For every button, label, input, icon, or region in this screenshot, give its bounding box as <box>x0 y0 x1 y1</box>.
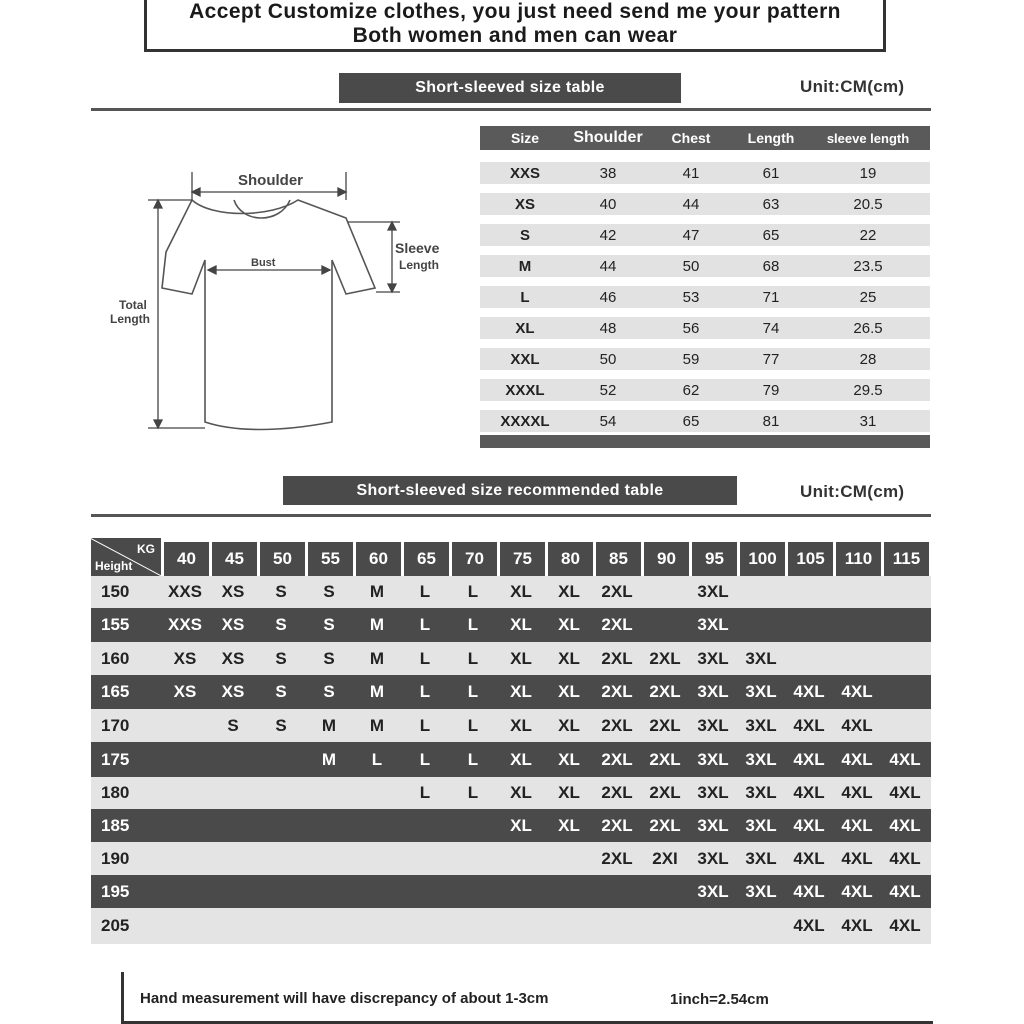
size-table-cell: XS <box>514 195 535 213</box>
size-recommendation-cell: 3XL <box>745 881 777 901</box>
size-recommendation-cell: XL <box>510 783 532 802</box>
size-table-body <box>480 162 930 432</box>
size-table-cell: 29.5 <box>853 381 883 399</box>
size-recommendation-cell: 3XL <box>745 715 777 735</box>
recommended-table-row <box>91 875 931 908</box>
size-recommendation-cell: 4XL <box>889 815 921 835</box>
recommended-table-banner: Short-sleeved size recommended table <box>283 476 737 505</box>
size-table-cell: 40 <box>599 195 617 213</box>
size-table-cell: 42 <box>599 226 617 244</box>
recommended-table-row <box>91 777 931 809</box>
size-recommendation-cell: M <box>369 715 385 735</box>
kg-header-cell: 70 <box>452 542 497 576</box>
size-recommendation-cell: XS <box>173 682 197 701</box>
shoulder-label: Shoulder <box>238 172 304 189</box>
size-recommendation-cell: L <box>467 749 479 769</box>
size-recommendation-cell: L <box>467 648 479 668</box>
size-table-cell: 28 <box>859 350 877 368</box>
size-recommendation-cell: 3XL <box>697 715 729 735</box>
sleeve-label: Sleeve <box>395 240 440 256</box>
size-recommendation-cell: XS <box>221 615 245 634</box>
size-recommendation-cell: XL <box>510 815 532 835</box>
size-recommendation-cell: S <box>275 615 287 634</box>
size-recommendation-cell: 3XL <box>697 615 729 634</box>
size-recommendation-cell: XL <box>510 682 532 701</box>
size-recommendation-cell: XL <box>558 749 580 769</box>
height-cell: 195 <box>101 881 130 901</box>
size-recommendation-cell: 2XL <box>601 582 633 601</box>
size-recommendation-cell: XS <box>221 582 245 601</box>
total-length-label: Length <box>110 312 150 326</box>
size-table-cell: 44 <box>682 195 700 213</box>
header-box <box>144 0 886 52</box>
size-table-cell: 59 <box>682 350 700 368</box>
size-table-cell: 79 <box>762 381 780 399</box>
size-unit-label: Unit:CM(cm) <box>800 77 905 96</box>
size-table-cell: 56 <box>682 319 700 337</box>
size-table-cell: 65 <box>682 412 700 430</box>
size-recommendation-cell: XL <box>558 815 580 835</box>
size-recommendation-cell: L <box>467 715 479 735</box>
size-table-cell: 48 <box>599 319 617 337</box>
size-recommendation-cell: L <box>419 682 431 701</box>
size-recommendation-cell: M <box>321 749 337 769</box>
header-corner <box>91 538 161 576</box>
kg-header-cell: 90 <box>644 542 689 576</box>
size-table-row <box>480 348 930 370</box>
height-cell: 190 <box>101 848 130 868</box>
size-recommendation-cell: 3XL <box>697 682 729 701</box>
size-recommendation-cell: 4XL <box>793 916 825 935</box>
size-header-chest: Chest <box>671 130 711 146</box>
size-recommendation-cell: 2XL <box>601 815 633 835</box>
height-cell: 175 <box>101 749 130 769</box>
size-recommendation-cell: 2XL <box>649 815 681 835</box>
recommended-table-row <box>91 675 931 709</box>
size-recommendation-cell: 4XL <box>793 881 825 901</box>
height-cell: 150 <box>101 582 130 601</box>
kg-header-cell: 80 <box>548 542 593 576</box>
size-table-cell: 41 <box>682 164 700 182</box>
size-table-banner: Short-sleeved size table <box>339 73 681 103</box>
size-recommendation-cell: M <box>369 648 385 668</box>
sleeve-length-label: Length <box>399 258 439 272</box>
size-recommendation-cell: 4XL <box>841 783 873 802</box>
size-recommendation-cell: 2XL <box>649 783 681 802</box>
size-recommendation-cell: 3XL <box>697 648 729 668</box>
size-recommendation-cell: 2XL <box>601 848 633 868</box>
size-recommendation-cell: 2XL <box>649 749 681 769</box>
size-table-cell: 52 <box>599 381 617 399</box>
size-recommendation-cell: 3XL <box>697 848 729 868</box>
size-recommendation-cell: L <box>419 648 431 668</box>
size-table-cell: 19 <box>859 164 877 182</box>
size-recommendation-cell: XL <box>558 783 580 802</box>
kg-header-cell: 75 <box>500 542 545 576</box>
size-recommendation-cell: 2XL <box>601 783 633 802</box>
size-recommendation-cell: 3XL <box>697 582 729 601</box>
size-recommendation-cell: XL <box>510 582 532 601</box>
header-line-2: Both women and men can wear <box>352 24 678 47</box>
size-recommendation-cell: L <box>467 615 479 634</box>
size-table-cell: 81 <box>762 412 780 430</box>
size-recommendation-cell: 3XL <box>745 783 777 802</box>
size-table-cell: 26.5 <box>853 319 883 337</box>
size-recommendation-cell: 4XL <box>841 682 873 701</box>
recommended-table-body <box>91 576 931 944</box>
size-table-cell: 63 <box>762 195 780 213</box>
size-header-sleeve-length: sleeve length <box>826 130 910 146</box>
size-recommendation-cell: 2XL <box>601 749 633 769</box>
size-header-shoulder: Shoulder <box>573 129 643 146</box>
size-recommendation-cell: 4XL <box>793 848 825 868</box>
size-recommendation-cell: 3XL <box>745 749 777 769</box>
size-recommendation-cell: 3XL <box>697 749 729 769</box>
kg-header-cell: 65 <box>404 542 449 576</box>
size-recommendation-cell: 4XL <box>889 783 921 802</box>
recommended-table-row <box>91 809 931 842</box>
tshirt-measurement-diagram <box>100 160 460 445</box>
size-recommendation-cell: M <box>321 715 337 735</box>
recommended-table-row <box>91 908 931 944</box>
size-table-row <box>480 162 930 184</box>
recommended-table-row <box>91 842 931 875</box>
size-recommendation-cell: 2XL <box>649 682 681 701</box>
size-table-cell: 22 <box>859 226 877 244</box>
size-table-footer-bar <box>480 435 930 448</box>
size-table-cell: 47 <box>682 226 700 244</box>
size-table-cell: 54 <box>599 412 617 430</box>
kg-header-cell: 115 <box>884 542 929 576</box>
size-recommendation-cell: XL <box>510 648 532 668</box>
size-recommendation-cell: S <box>275 648 287 668</box>
size-table <box>480 126 930 432</box>
size-recommendation-cell: 3XL <box>697 783 729 802</box>
size-recommendation-cell: L <box>419 783 431 802</box>
kg-header-cell: 55 <box>308 542 353 576</box>
kg-header-cell: 110 <box>836 542 881 576</box>
size-recommendation-cell: S <box>227 715 239 735</box>
size-recommendation-cell: M <box>369 582 385 601</box>
size-recommendation-cell: XL <box>558 615 580 634</box>
size-recommendation-cell: M <box>369 615 385 634</box>
size-recommendation-cell: XS <box>221 648 245 668</box>
height-cell: 170 <box>101 715 130 735</box>
size-recommendation-cell: L <box>371 749 383 769</box>
recommended-size-table <box>91 538 931 944</box>
bust-label: Bust <box>251 257 276 269</box>
size-recommendation-cell: XL <box>558 682 580 701</box>
size-recommendation-cell: 3XL <box>745 682 777 701</box>
tshirt-collar <box>234 200 290 218</box>
size-table-cell: 31 <box>859 412 877 430</box>
size-table-row <box>480 224 930 246</box>
size-recommendation-cell: S <box>323 615 335 634</box>
size-recommendation-cell: 4XL <box>841 916 873 935</box>
size-header-size: Size <box>510 130 539 146</box>
corner-kg-label: KG <box>137 542 155 556</box>
kg-header-cell: 95 <box>692 542 737 576</box>
header-line-1: Accept Customize clothes, you just need send me your pattern <box>189 0 841 23</box>
recommended-table-row <box>91 709 931 742</box>
size-recommendation-cell: 3XL <box>745 848 777 868</box>
recommended-table-header <box>91 538 931 576</box>
size-recommendation-cell: L <box>467 582 479 601</box>
size-table-cell: XL <box>515 319 535 337</box>
kg-header-cell: 85 <box>596 542 641 576</box>
size-recommendation-cell: 4XL <box>889 881 921 901</box>
size-table-row <box>480 255 930 277</box>
size-recommendation-cell: 4XL <box>793 715 825 735</box>
size-table-row <box>480 286 930 308</box>
height-cell: 205 <box>101 916 130 935</box>
size-table-cell: M <box>518 257 532 275</box>
size-recommendation-cell: XL <box>510 615 532 634</box>
size-table-cell: 50 <box>682 257 700 275</box>
size-recommendation-cell: L <box>467 783 479 802</box>
size-recommendation-cell: 4XL <box>793 682 825 701</box>
size-recommendation-cell: 2XL <box>649 648 681 668</box>
size-recommendation-cell: L <box>419 582 431 601</box>
size-recommendation-cell: 4XL <box>889 749 921 769</box>
size-recommendation-cell: S <box>323 582 335 601</box>
size-recommendation-cell: XL <box>510 749 532 769</box>
size-table-header <box>480 126 930 150</box>
size-recommendation-cell: 4XL <box>889 848 921 868</box>
size-table-cell: 62 <box>682 381 700 399</box>
size-table-cell: 74 <box>762 319 780 337</box>
recommended-unit-label: Unit:CM(cm) <box>800 482 905 501</box>
recommended-table-row <box>91 742 931 777</box>
size-table-row <box>480 410 930 432</box>
size-table-cell: 77 <box>762 350 780 368</box>
size-table-cell: L <box>520 288 530 306</box>
size-recommendation-cell: 4XL <box>841 815 873 835</box>
size-recommendation-cell: S <box>275 715 287 735</box>
size-table-cell: 46 <box>599 288 617 306</box>
size-recommendation-cell: 4XL <box>841 848 873 868</box>
size-table-cell: 65 <box>762 226 780 244</box>
size-recommendation-cell: S <box>323 648 335 668</box>
section-divider-2 <box>91 514 931 517</box>
size-table-cell: 53 <box>682 288 700 306</box>
size-recommendation-cell: 4XL <box>841 715 873 735</box>
height-cell: 165 <box>101 682 130 701</box>
size-table-cell: 20.5 <box>853 195 883 213</box>
height-cell: 180 <box>101 783 130 802</box>
size-recommendation-cell: 4XL <box>841 749 873 769</box>
size-table-cell: 71 <box>762 288 780 306</box>
size-recommendation-cell: 4XL <box>841 881 873 901</box>
size-table-cell: 50 <box>599 350 617 368</box>
corner-height-label: Height <box>95 559 133 573</box>
size-recommendation-cell: XS <box>173 648 197 668</box>
size-recommendation-cell: L <box>419 749 431 769</box>
size-table-cell: S <box>519 226 530 244</box>
size-recommendation-cell: XXS <box>167 615 203 634</box>
size-recommendation-cell: S <box>323 682 335 701</box>
size-table-cell: 68 <box>762 257 780 275</box>
size-recommendation-cell: M <box>369 682 385 701</box>
total-label: Total <box>119 298 147 312</box>
size-table-cell: 44 <box>599 257 617 275</box>
size-table-row <box>480 193 930 215</box>
recommended-table-row <box>91 608 931 642</box>
size-table-cell: 61 <box>762 164 780 182</box>
kg-header-cell: 50 <box>260 542 305 576</box>
size-recommendation-cell: XL <box>558 715 580 735</box>
size-recommendation-cell: 2XL <box>601 682 633 701</box>
size-recommendation-cell: 2XL <box>601 648 633 668</box>
size-recommendation-cell: 3XL <box>697 815 729 835</box>
size-recommendation-cell: XXS <box>167 582 203 601</box>
size-table-row <box>480 379 930 401</box>
size-recommendation-cell: XS <box>221 682 245 701</box>
size-recommendation-cell: 4XL <box>889 916 921 935</box>
size-recommendation-cell: 2XI <box>652 848 678 868</box>
size-table-cell: XXL <box>510 350 540 368</box>
tshirt-outline <box>162 200 375 430</box>
size-recommendation-cell: S <box>275 682 287 701</box>
size-table-cell: 25 <box>859 288 877 306</box>
inch-conversion: 1inch=2.54cm <box>670 991 769 1008</box>
size-header-length: Length <box>747 130 795 146</box>
size-recommendation-cell: 2XL <box>601 715 633 735</box>
height-cell: 155 <box>101 615 130 634</box>
kg-header-cell: 100 <box>740 542 785 576</box>
kg-header-cell: 40 <box>164 542 209 576</box>
size-recommendation-cell: 3XL <box>745 648 777 668</box>
height-cell: 160 <box>101 648 130 668</box>
recommended-table-row <box>91 642 931 675</box>
size-recommendation-cell: 4XL <box>793 783 825 802</box>
size-recommendation-cell: 3XL <box>697 881 729 901</box>
size-recommendation-cell: XL <box>510 715 532 735</box>
height-cell: 185 <box>101 815 130 835</box>
size-recommendation-cell: 3XL <box>745 815 777 835</box>
size-table-cell: XXXL <box>505 381 545 399</box>
size-recommendation-cell: L <box>419 615 431 634</box>
size-recommendation-cell: XL <box>558 648 580 668</box>
size-recommendation-cell: 4XL <box>793 815 825 835</box>
size-table-row <box>480 317 930 339</box>
size-table-cell: 23.5 <box>853 257 883 275</box>
recommended-table-row <box>91 576 931 608</box>
size-recommendation-cell: L <box>419 715 431 735</box>
size-recommendation-cell: 4XL <box>793 749 825 769</box>
size-table-cell: XXXXL <box>500 412 550 430</box>
size-recommendation-cell: XL <box>558 582 580 601</box>
section-divider <box>91 108 931 111</box>
measurement-note: Hand measurement will have discrepancy of about 1-3cm <box>140 990 549 1007</box>
size-recommendation-cell: 2XL <box>649 715 681 735</box>
size-recommendation-cell: 2XL <box>601 615 633 634</box>
size-recommendation-cell: L <box>467 682 479 701</box>
kg-header-cell: 60 <box>356 542 401 576</box>
kg-header-cell: 45 <box>212 542 257 576</box>
size-table-cell: XXS <box>509 164 540 182</box>
size-table-cell: 38 <box>599 164 617 182</box>
kg-header-cell: 105 <box>788 542 833 576</box>
size-recommendation-cell: S <box>275 582 287 601</box>
